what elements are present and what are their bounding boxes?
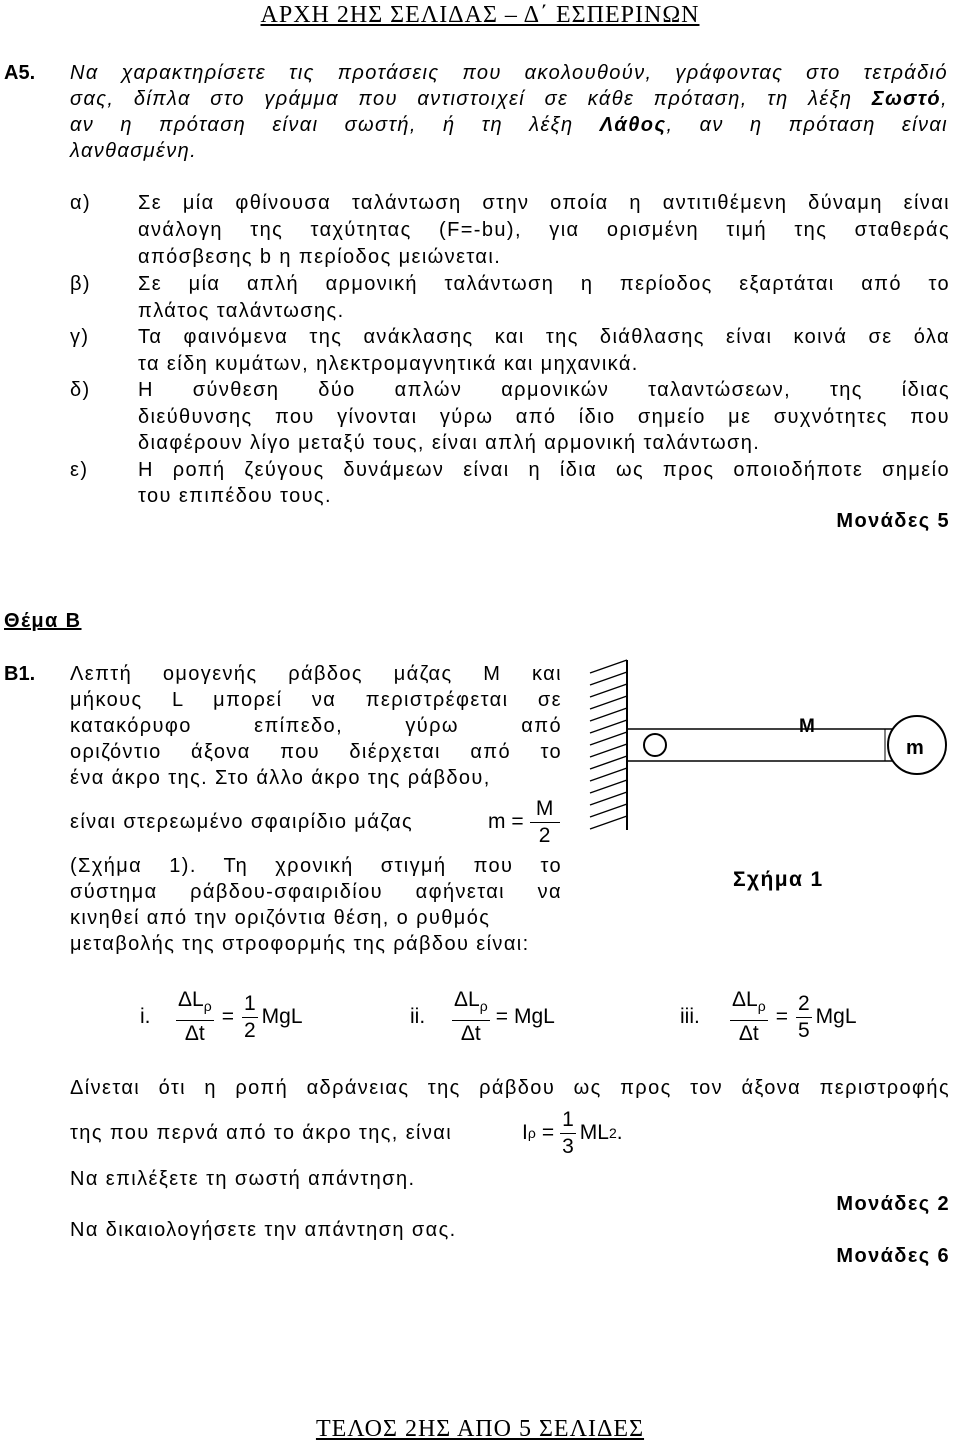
item-b-line-1: Σε μία απλή αρμονική ταλάντωση η περίοδος εξαρτάται από το <box>138 273 950 295</box>
theme-b-title: Θέμα Β <box>4 610 82 632</box>
figure-caption: Σχήμα 1 <box>733 868 824 891</box>
rod-label: M <box>799 716 815 737</box>
item-d-line-3: διαφέρουν λίγο μεταξύ τους, είναι απλή αρμονική ταλάντωση. <box>138 432 761 454</box>
option-i: i. $\frac{\Delta L_\rho}{\Delta t}$ = $\frac{1}{2}$ MgL <box>140 988 303 1045</box>
a5-points: Μονάδες 5 <box>836 510 950 532</box>
option-ii: ii. $\frac{\Delta L_\rho}{\Delta t}$ = MgL <box>410 988 555 1045</box>
ball-label: m <box>906 737 924 759</box>
choose-points: Μονάδες 2 <box>836 1193 950 1215</box>
rod-outline <box>627 729 923 761</box>
item-c-line-1: Τα φαινόμενα της ανάκλασης και της διάθλασης είναι κοινά σε όλα <box>138 326 950 348</box>
item-d-line-1: Η σύνθεση δύο απλών αρμονικών ταλαντώσεων, της ίδιας <box>138 379 950 401</box>
b1-line-7: (Σχήμα 1). Τη χρονική στιγμή που το <box>70 855 562 877</box>
b1-line-10: μεταβολής της στροφορμής της ράβδου είναι: <box>70 933 530 955</box>
b1-line-8: σύστημα ράβδου-σφαιριδίου αφήνεται να <box>70 881 562 903</box>
b1-line-4: οριζόντιο άξονα που διέρχεται από το <box>70 741 562 763</box>
pivot-axis <box>644 734 666 756</box>
given-line-1: Δίνεται ότι η ροπή αδράνειας της ράβδου ως προς τον άξονα περιστροφής <box>70 1077 950 1099</box>
instruction-justify: Να δικαιολογήσετε την απάντηση σας. <box>70 1219 457 1241</box>
option-iii-lhs: $\frac{\Delta L_\rho}{\Delta t}$ <box>732 988 766 1045</box>
mass-num: M <box>530 796 560 823</box>
wall-hatching <box>590 660 627 830</box>
item-a-line-2: ανάλογη της ταχύτητας (F=-bu), για ορισμένη τιμή της σταθεράς <box>138 219 950 241</box>
b1-line-9: κινηθεί από την οριζόντια θέση, ο ρυθμός <box>70 907 491 929</box>
item-label-a: α) <box>70 192 92 214</box>
b1-line-5: ένα άκρο της. Στο άλλο άκρο της ράβδου, <box>70 767 491 789</box>
mass-den: 2 <box>538 823 551 847</box>
option-iii-label: iii. <box>680 1005 700 1028</box>
a5-intro-line-1: Να χαρακτηρίσετε τις προτάσεις που ακολουθούν, γράφοντας στο τετράδιό <box>70 62 948 84</box>
keyword-correct: Σωστό <box>871 88 942 110</box>
page-footer: ΤΕΛΟΣ 2ΗΣ ΑΠΟ 5 ΣΕΛΙΔΕΣ <box>315 1416 645 1442</box>
a5-intro-line-4: λανθασμένη. <box>70 140 198 162</box>
mass-lhs: m = <box>488 810 524 833</box>
question-number-a5: Α5. <box>4 62 36 84</box>
option-i-lhs: $\frac{\Delta L_\rho}{\Delta t}$ <box>178 988 212 1045</box>
option-i-coef: $\frac{1}{2}$ <box>243 991 256 1042</box>
mass-formula <box>488 793 560 851</box>
item-e-line-1: Η ροπή ζεύγους δυνάμεων είναι η ίδια ως προς οποιοδήποτε σημείο <box>138 459 950 481</box>
option-i-label: i. <box>140 1005 151 1028</box>
keyword-wrong: Λάθος <box>599 114 667 136</box>
given-line-2: της που περνά από το άκρο της, είναι <box>70 1122 453 1144</box>
item-label-c: γ) <box>70 326 90 348</box>
item-label-b: β) <box>70 273 91 295</box>
option-iii: iii. $\frac{\Delta L_\rho}{\Delta t}$ = $\frac{2}{5}$ MgL <box>680 988 857 1045</box>
figure-rod-ball <box>585 655 955 835</box>
option-iii-coef: $\frac{2}{5}$ <box>797 991 810 1042</box>
a5-intro-line-3: αν η πρόταση είναι σωστή, ή τη λέξη Λάθος, αν η πρόταση είναι <box>70 114 948 136</box>
b1-line-3: κατακόρυφο επίπεδο, γύρω από <box>70 715 562 737</box>
b1-line-2: μήκους L μπορεί να περιστρέφεται σε <box>70 689 562 711</box>
item-c-line-2: τα είδη κυμάτων, ηλεκτρομαγνητικά και μηχανικά. <box>138 353 639 375</box>
b1-line-6: είναι στερεωμένο σφαιρίδιο μάζας <box>70 811 414 833</box>
mass-fraction <box>530 796 560 849</box>
item-b-line-2: πλάτος ταλάντωσης. <box>138 300 345 322</box>
inertia-formula: I ρ = $\frac{1}{3}$ ML 2 . <box>522 1107 623 1158</box>
item-e-line-2: του επιπέδου τους. <box>138 485 332 507</box>
instruction-choose: Να επιλέξετε τη σωστή απάντηση. <box>70 1168 416 1190</box>
item-a-line-3: απόσβεσης b η περίοδος μειώνεται. <box>138 246 502 268</box>
option-ii-lhs: $\frac{\Delta L_\rho}{\Delta t}$ <box>454 988 488 1045</box>
question-number-b1: Β1. <box>4 663 36 685</box>
item-d-line-2: διεύθυνσης που γίνονται γύρω από ίδιο σημείο με συχνότητες που <box>138 406 950 428</box>
item-a-line-1: Σε μία φθίνουσα ταλάντωση στην οποία η αντιτιθέμενη δύναμη είναι <box>138 192 950 214</box>
justify-points: Μονάδες 6 <box>836 1245 950 1267</box>
option-ii-label: ii. <box>410 1005 426 1028</box>
item-label-d: δ) <box>70 379 91 401</box>
page-header: ΑΡΧΗ 2ΗΣ ΣΕΛΙΔΑΣ – Δ΄ ΕΣΠΕΡΙΝΩΝ <box>260 2 700 28</box>
a5-intro-line-2: σας, δίπλα στο γράμμα που αντιστοιχεί σε κάθε πρόταση, τη λέξη Σωστό, <box>70 88 948 110</box>
item-label-e: ε) <box>70 459 89 481</box>
b1-line-1: Λεπτή ομογενής ράβδος μάζας Μ και <box>70 663 562 685</box>
